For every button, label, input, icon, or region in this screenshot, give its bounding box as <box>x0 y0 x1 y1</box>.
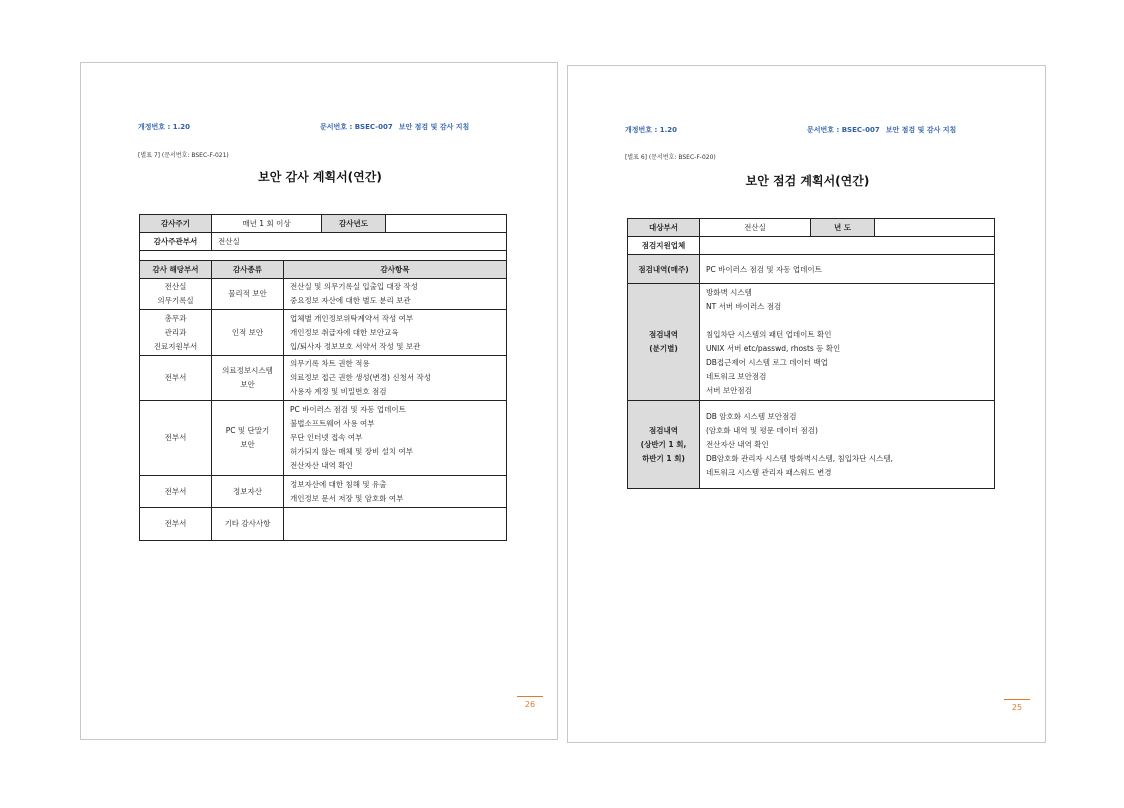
row-dept: 전부서 <box>140 356 212 401</box>
target-dept-label: 대상부서 <box>628 219 700 237</box>
page-number-rule <box>517 696 543 697</box>
year-value <box>875 219 995 237</box>
list-item: 침입차단 시스템의 패턴 업데이트 확인 <box>706 330 832 339</box>
document-title: 보안 감사 계획서(연간) <box>258 170 382 184</box>
row-items: 의무기록 차트 권한 적용 의료정보 접근 권한 생성(변경) 신청서 작성 사용자 계정 및 비밀번호 점검 <box>284 356 507 401</box>
row-type: 정보자산 <box>212 476 284 508</box>
list-item: NT 서버 바이러스 점검 <box>706 302 782 311</box>
table-row <box>140 508 507 541</box>
list-item-blank <box>706 314 988 328</box>
dept-value: 전산실 <box>212 233 507 251</box>
vendor-value <box>700 237 995 255</box>
list-item: DB 암호화 시스템 보안점검 <box>706 411 797 421</box>
row-dept: 총무과 관리과 진료지원부서 <box>140 310 212 356</box>
table-row <box>140 356 507 401</box>
table-row <box>140 401 507 476</box>
row-type: PC 및 단말기 보안 <box>212 401 284 476</box>
appendix-reference: [별표 6] (문서번호: BSEC-F-020) <box>625 154 716 161</box>
row-items: PC 바이러스 점검 및 자동 업데이트 불법소프트웨어 사용 여부 무단 인터넷 접속 여부 허가되지 않는 매체 및 장비 설치 여부 전산자산 내역 확인 <box>284 401 507 476</box>
year-label: 감사년도 <box>322 215 386 233</box>
row-type: 인적 보안 <box>212 310 284 356</box>
document-number-header <box>807 125 956 135</box>
half-year-items <box>700 401 995 489</box>
revision-number: 개정번호 : 1.20 <box>138 123 190 131</box>
appendix-reference: [별표 7] (문서번호: BSEC-F-021) <box>138 152 229 159</box>
row-dept: 전부서 <box>140 508 212 541</box>
weekly-label: 점검내역(매주) <box>628 255 700 284</box>
document-title-header: 보안 점검 및 감사 지침 <box>398 123 470 131</box>
document-number-header <box>320 122 469 132</box>
weekly-value: PC 바이러스 점검 및 자동 업데이트 <box>700 255 995 284</box>
table-row <box>140 279 507 310</box>
cycle-label: 감사주기 <box>140 215 212 233</box>
list-item: 전산자산 내역 확인 <box>706 439 769 449</box>
list-item: DB접근제어 시스템 로그 데이터 백업 <box>706 358 828 367</box>
page-number: 26 <box>524 700 536 709</box>
row-items <box>284 508 507 541</box>
half-year-label: 점검내역 (상반기 1 회, 하반기 1 회) <box>628 401 700 489</box>
row-items: 업체별 개인정보위탁계약서 작성 여부 개인정보 취급자에 대한 보안교육 입/퇴사자 정보보호 서약서 작성 및 보관 <box>284 310 507 356</box>
document-title: 보안 점검 계획서(연간) <box>745 174 870 188</box>
quarterly-items <box>700 284 995 401</box>
row-dept: 전부서 <box>140 401 212 476</box>
table-row <box>140 310 507 356</box>
column-header-type: 감사종류 <box>212 261 284 279</box>
page-number: 25 <box>1011 703 1023 712</box>
column-header-items: 감사항목 <box>284 261 507 279</box>
list-item: UNIX 서버 etc/passwd, rhosts 등 확인 <box>706 344 841 353</box>
list-item: DB암호화 관리자 시스템 방화벽시스템, 침입차단 시스템, <box>706 453 893 463</box>
quarterly-label: 점검내역 (분기별) <box>628 284 700 401</box>
column-header-dept: 감사 해당부서 <box>140 261 212 279</box>
row-type: 물리적 보안 <box>212 279 284 310</box>
document-number: 문서번호 : BSEC-007 <box>320 123 393 131</box>
dept-label: 감사주관부서 <box>140 233 212 251</box>
row-dept: 전산실 의무기록실 <box>140 279 212 310</box>
page-number-rule <box>1004 699 1030 700</box>
target-dept-value: 전산실 <box>700 219 811 237</box>
row-items: 정보자산에 대한 침해 및 유출 개인정보 문서 저장 및 암호화 여부 <box>284 476 507 508</box>
vendor-label: 점검지원업체 <box>628 237 700 255</box>
spacer-row <box>140 251 507 261</box>
cycle-value: 매년 1 회 이상 <box>212 215 322 233</box>
row-dept: 전부서 <box>140 476 212 508</box>
list-item: (암호화 내역 및 평문 데이터 점검) <box>706 425 818 435</box>
row-type: 기타 감사사항 <box>212 508 284 541</box>
list-item: 네트워크 보안점검 <box>706 372 767 381</box>
list-item: 서버 보안점검 <box>706 386 752 395</box>
year-label: 년 도 <box>811 219 875 237</box>
list-item: 방화벽 시스템 <box>706 288 752 297</box>
row-items: 전산실 및 의무기록실 입출입 대장 작성 중요정보 자산에 대한 별도 분리 보관 <box>284 279 507 310</box>
year-value <box>386 215 507 233</box>
revision-number: 개정번호 : 1.20 <box>625 126 677 134</box>
audit-plan-table <box>139 214 507 541</box>
list-item: 네트워크 시스템 관리자 패스워드 변경 <box>706 467 832 477</box>
document-page-right <box>567 65 1046 743</box>
inspection-plan-table <box>627 218 995 489</box>
table-row <box>140 476 507 508</box>
row-type: 의료정보시스템 보안 <box>212 356 284 401</box>
document-page-left <box>80 62 558 740</box>
document-title-header: 보안 점검 및 감사 지침 <box>885 126 957 134</box>
document-number: 문서번호 : BSEC-007 <box>807 126 880 134</box>
